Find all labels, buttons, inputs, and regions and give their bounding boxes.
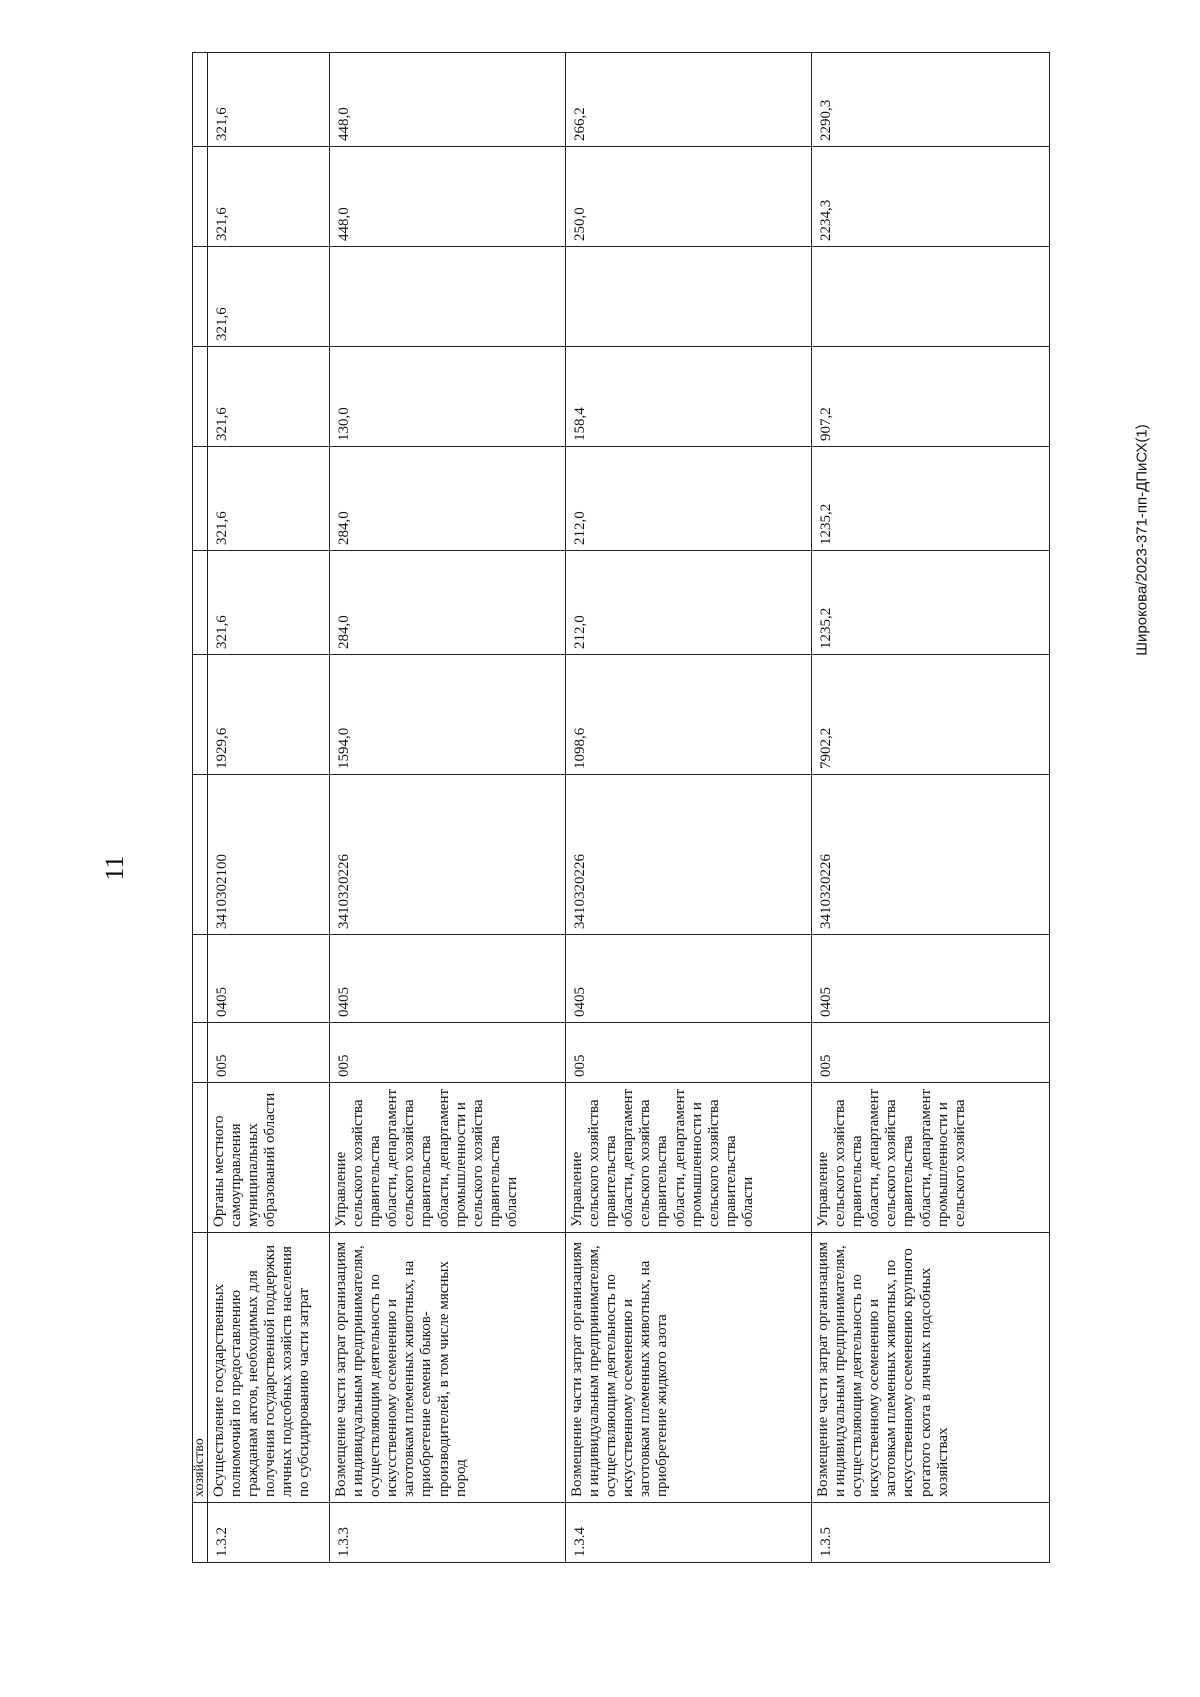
table-row [208, 53, 330, 1563]
rzpr-code: 0405 [330, 935, 566, 1023]
rotated-table-page [192, 99, 1078, 1563]
rzpr-code: 0405 [208, 935, 330, 1023]
cell-empty [193, 1503, 208, 1563]
grbs-code: 005 [566, 1023, 812, 1083]
year-amount: 448,0 [330, 53, 566, 147]
year-amount: 321,6 [208, 551, 330, 655]
year-amount: 284,0 [330, 551, 566, 655]
year-amount: 1235,2 [812, 447, 1050, 551]
rzpr-code: 0405 [566, 935, 812, 1023]
table-row [566, 53, 812, 1563]
total-amount: 7902,2 [812, 655, 1050, 775]
grbs-code: 005 [330, 1023, 566, 1083]
year-amount [330, 247, 566, 347]
executor: Управление сельского хозяйства правительства области, департамент сельского хозяйства правительства области, департамент промышленности и сельского хозяйства правительства области [566, 1083, 812, 1233]
total-amount: 1929,6 [208, 655, 330, 775]
total-amount: 1594,0 [330, 655, 566, 775]
executor: Управление сельского хозяйства правительства области, департамент сельского хозяйства правительства области, департамент промышленности и сельского хозяйства правительства области [330, 1083, 566, 1233]
year-amount: 158,4 [566, 347, 812, 447]
year-amount [812, 247, 1050, 347]
year-amount: 321,6 [208, 147, 330, 247]
row-number: 1.3.2 [208, 1503, 330, 1563]
year-amount: 1235,2 [812, 551, 1050, 655]
year-amount: 250,0 [566, 147, 812, 247]
measure-name: Возмещение части затрат организациям и индивидуальным предпринимателям, осуществляющим деятельность по искусственному осеменению и заготовкам племенных животных, на приобретение жидкого азота [566, 1233, 812, 1503]
year-amount: 448,0 [330, 147, 566, 247]
executor: Органы местного самоуправления муниципальных образований области [208, 1083, 330, 1233]
year-amount: 212,0 [566, 447, 812, 551]
year-amount: 2234,3 [812, 147, 1050, 247]
year-amount: 130,0 [330, 347, 566, 447]
year-amount [566, 247, 812, 347]
csr-code: 3410320226 [330, 775, 566, 935]
grbs-code: 005 [208, 1023, 330, 1083]
csr-code: 3410302100 [208, 775, 330, 935]
year-amount: 321,6 [208, 447, 330, 551]
measure-name: Возмещение части затрат организациям и индивидуальным предпринимателям, осуществляющим деятельность по искусственному осеменению и заготовкам племенных животных, по искусственному осеменению крупного рогатого скота в личных подсобных хозяйствах [812, 1233, 1050, 1503]
page-number: 11 [100, 855, 129, 881]
rzpr-code: 0405 [812, 935, 1050, 1023]
table-row-continuation [193, 53, 208, 1563]
measure-name: Возмещение части затрат организациям и индивидуальным предпринимателям, осуществляющим деятельность по искусственному осеменению и заготовкам племенных животных, на приобретение семени быков-производителей, в том числе мясных пород [330, 1233, 566, 1503]
year-amount: 907,2 [812, 347, 1050, 447]
csr-code: 3410320226 [566, 775, 812, 935]
year-amount: 284,0 [330, 447, 566, 551]
grbs-code: 005 [812, 1023, 1050, 1083]
row-number: 1.3.4 [566, 1503, 812, 1563]
continuation-label: хозяйство [193, 1233, 208, 1503]
measure-name: Осуществление государственных полномочий по предоставлению гражданам актов, необходимых для получения государственной поддержки личных подсобных хозяйств населения по субсидированию части затрат [208, 1233, 330, 1503]
year-amount: 321,6 [208, 347, 330, 447]
table-row [330, 53, 566, 1563]
year-amount: 212,0 [566, 551, 812, 655]
csr-code: 3410320226 [812, 775, 1050, 935]
year-amount: 321,6 [208, 53, 330, 147]
year-amount: 266,2 [566, 53, 812, 147]
total-amount: 1098,6 [566, 655, 812, 775]
document-code-text: Широкова/2023-371-пп-ДПиСХ(1) [1133, 424, 1151, 656]
row-number: 1.3.5 [812, 1503, 1050, 1563]
program-measures-table [192, 52, 1050, 1563]
row-number: 1.3.3 [330, 1503, 566, 1563]
year-amount: 2290,3 [812, 53, 1050, 147]
table-row [812, 53, 1050, 1563]
executor: Управление сельского хозяйства правительства области, департамент сельского хозяйства правительства области, департамент промышленности и сельского хозяйства [812, 1083, 1050, 1233]
year-amount: 321,6 [208, 247, 330, 347]
